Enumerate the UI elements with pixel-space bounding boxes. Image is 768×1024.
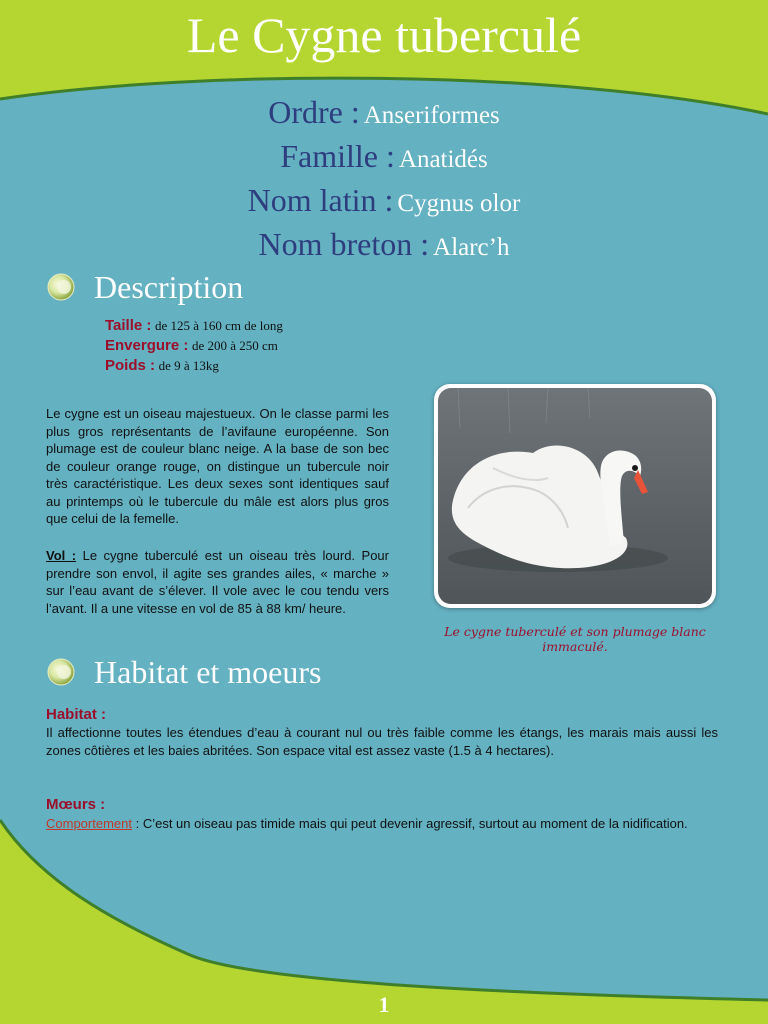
habitat-heading xyxy=(46,652,321,692)
vol-label: Vol : xyxy=(46,548,77,563)
classification-row xyxy=(0,222,768,266)
classification-key: Famille : xyxy=(280,138,395,174)
habitat-label: Habitat : xyxy=(46,706,106,723)
classification-value: Alarc’h xyxy=(433,234,510,261)
stat-value: de 200 à 250 cm xyxy=(191,338,278,353)
section-title: Habitat et moeurs xyxy=(94,653,322,690)
classification-row xyxy=(0,134,768,178)
bullet-icon xyxy=(46,272,76,302)
page-number: 1 xyxy=(378,992,390,1017)
page-title: Le Cygne tuberculé xyxy=(186,7,582,63)
classification-key: Nom breton : xyxy=(258,226,430,262)
moeurs-label: Mœurs : xyxy=(46,796,106,813)
stats-list xyxy=(105,316,283,376)
stat-value: de 125 à 160 cm de long xyxy=(155,318,283,333)
classification-value: Anseriformes xyxy=(363,102,500,129)
classification-value: Cygnus olor xyxy=(397,190,521,217)
classification-row xyxy=(0,178,768,222)
vol-text: Le cygne tuberculé est un oiseau très lourd. Pour prendre son envol, il agite ses grandes ailes, « marche » sur l’eau avant de s’élever. Il vole avec le cou tendu vers l’avant. Il a une vitesse en vol de 85 à 88 km/ heure. xyxy=(46,548,389,616)
photo-caption: Le cygne tuberculé et son plumage blanc immaculé. xyxy=(444,624,706,654)
comportement-paragraph xyxy=(46,815,718,833)
section-title: Description xyxy=(94,268,244,305)
description-paragraph: Le cygne est un oiseau majestueux. On le classe parmi les plus gros représentants de l’avifaune européenne. Son plumage est de couleur blanc neige. A la base de son bec de couleur orange rouge, on distingue un tubercule noir très caractéristique. Les deux sexes sont identiques sauf au printemps où le tubercule du mâle est alors plus gros que celui de la femelle. xyxy=(46,406,389,526)
classification-block xyxy=(0,90,768,266)
description-heading xyxy=(46,267,243,307)
classification-value: Anatidés xyxy=(398,146,488,173)
habitat-paragraph: Il affectionne toutes les étendues d’eau à courant nul ou très faible comme les étangs, les marais mais aussi les zones côtières et les baies abritées. Son espace vital est assez vaste (1.5 à 4 hectares). xyxy=(46,725,718,758)
comportement-text: : C’est un oiseau pas timide mais qui peut devenir agressif, surtout au moment de la nidification. xyxy=(131,816,688,831)
swan-photo-frame xyxy=(434,384,716,608)
bullet-icon xyxy=(46,657,76,687)
classification-row xyxy=(0,90,768,134)
stat-row xyxy=(105,316,283,336)
stat-row xyxy=(105,356,283,376)
vol-paragraph xyxy=(46,547,389,617)
stat-key: Taille : xyxy=(105,317,152,334)
classification-key: Nom latin : xyxy=(247,182,394,218)
stat-value: de 9 à 13kg xyxy=(158,358,219,373)
comportement-label: Comportement xyxy=(46,816,132,831)
stat-key: Poids : xyxy=(105,357,156,374)
stat-row xyxy=(105,336,283,356)
classification-key: Ordre : xyxy=(268,94,360,130)
stat-key: Envergure : xyxy=(105,337,189,354)
swan-photo xyxy=(438,388,712,604)
